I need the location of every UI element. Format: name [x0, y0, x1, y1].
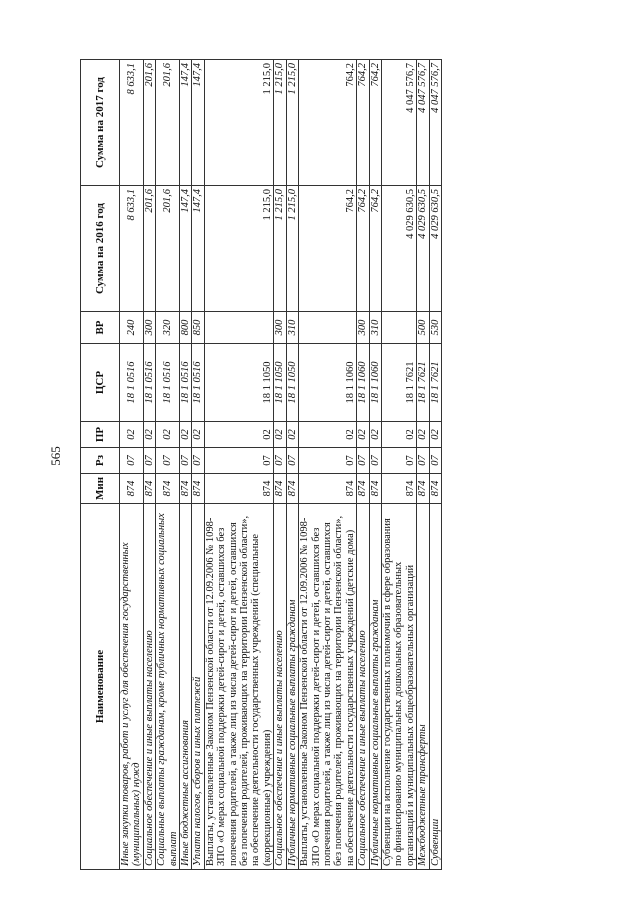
- cell-sum-2017: 1 215,0: [286, 60, 298, 186]
- cell-pr: 02: [357, 422, 369, 448]
- cell-sum-2017: 764,2: [369, 60, 381, 186]
- budget-table: [80, 59, 442, 870]
- cell-csr: 18 1 7621: [429, 344, 441, 422]
- cell-sum-2017: 201,6: [156, 60, 180, 186]
- cell-min: 874: [143, 474, 155, 504]
- cell-pr: 02: [204, 422, 273, 448]
- cell-csr: 18 1 0516: [156, 344, 180, 422]
- cell-name: Социальное обеспечение и иные выплаты населению: [274, 504, 286, 870]
- cell-min: 874: [369, 474, 381, 504]
- cell-csr: 18 1 0516: [192, 344, 204, 422]
- cell-rz: 07: [286, 448, 298, 474]
- table-row: [192, 60, 204, 870]
- cell-min: 874: [417, 474, 429, 504]
- cell-csr: 18 1 1050: [274, 344, 286, 422]
- header-csr: ЦСР: [81, 344, 120, 422]
- cell-vr: 530: [429, 312, 441, 344]
- cell-name: Уплата налогов, сборов и иных платежей: [192, 504, 204, 870]
- cell-min: 874: [204, 474, 273, 504]
- cell-csr: 18 1 1050: [286, 344, 298, 422]
- cell-rz: 07: [357, 448, 369, 474]
- cell-vr: 300: [274, 312, 286, 344]
- header-name: Наименование: [81, 504, 120, 870]
- cell-sum-2016: 1 215,0: [286, 186, 298, 312]
- header-vr: ВР: [81, 312, 120, 344]
- cell-vr: 800: [180, 312, 192, 344]
- cell-rz: 07: [120, 448, 144, 474]
- cell-csr: 18 1 0516: [180, 344, 192, 422]
- cell-sum-2017: 764,2: [357, 60, 369, 186]
- cell-rz: 07: [156, 448, 180, 474]
- cell-csr: 18 1 1060: [299, 344, 357, 422]
- table-row: [156, 60, 180, 870]
- cell-pr: 02: [180, 422, 192, 448]
- cell-csr: 18 1 0516: [143, 344, 155, 422]
- table-row: [286, 60, 298, 870]
- table-row: [204, 60, 273, 870]
- cell-sum-2017: 4 047 576,7: [417, 60, 429, 186]
- cell-rz: 07: [192, 448, 204, 474]
- cell-pr: 02: [286, 422, 298, 448]
- cell-min: 874: [180, 474, 192, 504]
- cell-sum-2016: 147,4: [180, 186, 192, 312]
- cell-name: Социальное обеспечение и иные выплаты населению: [357, 504, 369, 870]
- cell-vr: [204, 312, 273, 344]
- table-row: [417, 60, 429, 870]
- cell-name: Иные бюджетные ассигнования: [180, 504, 192, 870]
- cell-vr: 240: [120, 312, 144, 344]
- cell-sum-2017: 147,4: [192, 60, 204, 186]
- cell-vr: 300: [357, 312, 369, 344]
- header-sum-2016: Сумма на 2016 год: [81, 186, 120, 312]
- cell-name: Социальное обеспечение и иные выплаты населению: [143, 504, 155, 870]
- table-row: [299, 60, 357, 870]
- table-row: [180, 60, 192, 870]
- cell-rz: 07: [429, 448, 441, 474]
- cell-vr: 320: [156, 312, 180, 344]
- cell-rz: 07: [204, 448, 273, 474]
- cell-rz: 07: [299, 448, 357, 474]
- header-rz: Рз: [81, 448, 120, 474]
- cell-sum-2016: 764,2: [369, 186, 381, 312]
- cell-vr: [381, 312, 416, 344]
- cell-pr: 02: [143, 422, 155, 448]
- cell-min: 874: [299, 474, 357, 504]
- table-row: [274, 60, 286, 870]
- cell-pr: 02: [192, 422, 204, 448]
- cell-min: 874: [156, 474, 180, 504]
- page-number: 565: [48, 446, 63, 466]
- cell-sum-2016: 764,2: [357, 186, 369, 312]
- cell-vr: 500: [417, 312, 429, 344]
- cell-sum-2017: 147,4: [180, 60, 192, 186]
- cell-sum-2017: 1 215,0: [204, 60, 273, 186]
- cell-name: Выплаты, установленные Законом Пензенской области от 12.09.2006 № 1098-ЗПО «О мерах социальной поддержки детей-сирот и детей, оставшихся без попечения родителей, а также лиц из числа детей-сирот и детей, оставшихся без попечения родителей, проживающих на территории Пензенской области», на обеспечение деятельности государственных учреждений (специальные (коррекционные) учреждения): [204, 504, 273, 870]
- cell-pr: 02: [156, 422, 180, 448]
- cell-min: 874: [274, 474, 286, 504]
- cell-name: Социальные выплаты гражданам, кроме публичных нормативных социальных выплат: [156, 504, 180, 870]
- header-min: Мин: [81, 474, 120, 504]
- cell-csr: 18 1 1060: [369, 344, 381, 422]
- rotated-table-container: [80, 60, 560, 870]
- cell-min: 874: [381, 474, 416, 504]
- cell-vr: 310: [286, 312, 298, 344]
- cell-sum-2016: 4 029 630,5: [417, 186, 429, 312]
- cell-name: Выплаты, установленные Законом Пензенской области от 12.09.2006 № 1098-ЗПО «О мерах социальной поддержки детей-сирот и детей, оставшихся без попечения родителей, а также лиц из числа детей-сирот и детей, оставшихся без попечения родителей, проживающих на территории Пензенской области», на обеспечение деятельности государственных учреждений (детские дома): [299, 504, 357, 870]
- cell-sum-2016: 147,4: [192, 186, 204, 312]
- cell-sum-2016: 4 029 630,5: [381, 186, 416, 312]
- cell-sum-2017: 764,2: [299, 60, 357, 186]
- table-row: [429, 60, 441, 870]
- cell-min: 874: [192, 474, 204, 504]
- cell-name: Субвенции: [429, 504, 441, 870]
- cell-sum-2017: 201,6: [143, 60, 155, 186]
- table-row: [369, 60, 381, 870]
- table-row: [357, 60, 369, 870]
- cell-pr: 02: [429, 422, 441, 448]
- cell-sum-2016: 1 215,0: [274, 186, 286, 312]
- cell-rz: 07: [180, 448, 192, 474]
- table-header-row: [81, 60, 120, 870]
- cell-rz: 07: [381, 448, 416, 474]
- cell-rz: 07: [274, 448, 286, 474]
- cell-name: Публичные нормативные социальные выплаты гражданам: [369, 504, 381, 870]
- table-body: [120, 60, 442, 870]
- cell-csr: 18 1 1060: [357, 344, 369, 422]
- cell-sum-2017: 4 047 576,7: [381, 60, 416, 186]
- cell-pr: 02: [299, 422, 357, 448]
- cell-vr: 850: [192, 312, 204, 344]
- cell-vr: [299, 312, 357, 344]
- cell-rz: 07: [143, 448, 155, 474]
- cell-name: Межбюджетные трансферты: [417, 504, 429, 870]
- cell-sum-2016: 1 215,0: [204, 186, 273, 312]
- cell-sum-2017: 8 633,1: [120, 60, 144, 186]
- cell-csr: 18 1 7621: [417, 344, 429, 422]
- cell-rz: 07: [417, 448, 429, 474]
- cell-vr: 310: [369, 312, 381, 344]
- cell-pr: 02: [417, 422, 429, 448]
- cell-min: 874: [429, 474, 441, 504]
- cell-sum-2016: 201,6: [156, 186, 180, 312]
- cell-name: Субвенции на исполнение государственных полномочий в сфере образования по финансированию муниципальных дошкольных образовательных организаций и муниципальных общеобразовательных организаций: [381, 504, 416, 870]
- cell-csr: 18 1 7621: [381, 344, 416, 422]
- cell-pr: 02: [274, 422, 286, 448]
- cell-csr: 18 1 0516: [120, 344, 144, 422]
- cell-pr: 02: [369, 422, 381, 448]
- cell-pr: 02: [120, 422, 144, 448]
- cell-min: 874: [120, 474, 144, 504]
- cell-vr: 300: [143, 312, 155, 344]
- cell-sum-2016: 764,2: [299, 186, 357, 312]
- cell-csr: 18 1 1050: [204, 344, 273, 422]
- cell-rz: 07: [369, 448, 381, 474]
- cell-pr: 02: [381, 422, 416, 448]
- cell-sum-2017: 1 215,0: [274, 60, 286, 186]
- table-row: [143, 60, 155, 870]
- cell-min: 874: [357, 474, 369, 504]
- cell-sum-2016: 201,6: [143, 186, 155, 312]
- cell-sum-2017: 4 047 576,7: [429, 60, 441, 186]
- table-row: [120, 60, 144, 870]
- cell-name: Иные закупки товаров, работ и услуг для обеспечения государственных (муниципальных) нужд: [120, 504, 144, 870]
- table-row: [381, 60, 416, 870]
- header-pr: ПР: [81, 422, 120, 448]
- header-sum-2017: Сумма на 2017 год: [81, 60, 120, 186]
- cell-min: 874: [286, 474, 298, 504]
- cell-name: Публичные нормативные социальные выплаты гражданам: [286, 504, 298, 870]
- cell-sum-2016: 8 633,1: [120, 186, 144, 312]
- cell-sum-2016: 4 029 630,5: [429, 186, 441, 312]
